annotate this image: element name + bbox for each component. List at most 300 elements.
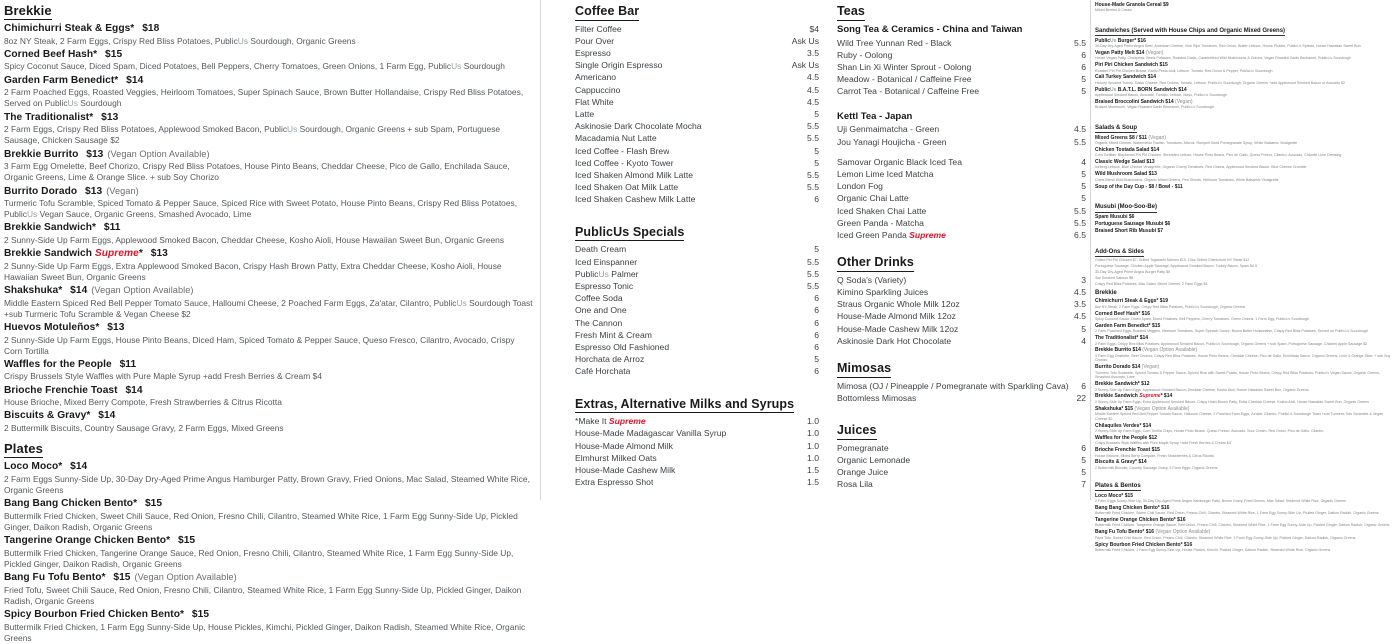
item-description: 2 Farm Eggs Sunny-Side Up, 30-Day Dry-Aged Prime Angus Hamburger Patty, Brown Gravy, Fried Onions, Mac Salad, Steamed White Rice, Organic Greens — [4, 473, 530, 496]
drink-row[interactable] — [575, 440, 819, 452]
drink-price: 1.0 — [807, 452, 819, 463]
menu-item[interactable] — [4, 111, 534, 147]
drink-row[interactable] — [575, 280, 819, 292]
coffee-bar-list — [575, 23, 819, 206]
mini-menu-item[interactable] — [1095, 381, 1396, 392]
section-title-plates: Plates — [4, 441, 43, 458]
drink-row[interactable] — [575, 464, 819, 476]
drink-price: 4.5 — [1074, 124, 1086, 135]
section-title-juices: Juices — [837, 423, 877, 440]
item-name: Brekkie Sandwich Supreme* $13 — [4, 248, 168, 260]
item-name: Burrito Dorado $13 (Vegan) — [4, 185, 139, 197]
mini-menu-item[interactable] — [1095, 505, 1396, 516]
mini-menu-item[interactable] — [1095, 311, 1396, 322]
drink-row[interactable] — [575, 120, 819, 132]
menu-item[interactable] — [4, 247, 534, 283]
mini-item-name: Classic Wedge Salad $13 — [1095, 159, 1155, 165]
mini-item-name: Chicken Tostada Salad $14 — [1095, 146, 1160, 153]
drink-price: 5 — [814, 244, 819, 255]
drink-price: 5.5 — [1074, 217, 1086, 228]
mini-item-name: Brioche Frenchie Toast $15 — [1095, 447, 1160, 454]
drink-name: Flat White — [575, 96, 614, 107]
drink-name: Espresso Old Fashioned — [575, 341, 670, 352]
mini-item-name: Braised Short Rib Musubi $7 — [1095, 227, 1164, 234]
drink-price: 5 — [1081, 181, 1086, 192]
mini-item-description: Organic Mixed Greens, Watermelon Radish, Tomatoes, Micros, Rumpelt Seed Pomegranate Syrup, White Balsamic Vinaigrette — [1095, 140, 1298, 145]
drink-price: 5 — [1081, 169, 1086, 179]
item-description: 2 Buttermilk Biscuits, Country Sausage Gravy, 2 Farm Eggs, Mixed Greens — [4, 422, 284, 433]
drink-price: 5 — [1081, 454, 1086, 465]
mini-menu-item[interactable] — [1095, 435, 1396, 446]
drink-price: 5.5 — [807, 121, 819, 132]
drink-price: 5.5 — [1074, 37, 1086, 48]
drink-row[interactable] — [837, 442, 1086, 454]
drink-name: Askinosie Dark Hot Chocolate — [837, 335, 952, 346]
plates-item-list — [4, 460, 534, 644]
drink-row[interactable] — [575, 427, 819, 439]
drink-name: Iced Shaken Cashew Milk Latte — [575, 194, 696, 205]
drink-name: Iced Coffee - Kyoto Tower — [575, 157, 674, 168]
mini-item-description: 2 Sunny-Side Up Farm Eggs, Extra Applewood Smoked Bacon, Crispy Hash Brown Patty, Extra Cheddar Cheese, Kosho Aioli, House Hawaiian Sweet Bun, Organic Greens — [1095, 399, 1369, 404]
drink-row[interactable] — [575, 243, 819, 255]
mini-item-name: Waffles for the People $12 — [1095, 434, 1158, 441]
drink-row[interactable] — [575, 292, 819, 304]
drink-row[interactable] — [575, 353, 819, 365]
item-description: Turmeric Tofu Scramble, Spiced Tomato & Pepper Sauce, Spiced Rice with Sweet Potato, House Pinto Beans, Crispy Red Bliss Potatoes, PublicUs Vegan Sauce, Organic Greens, Smashed Avocado, Lime — [4, 197, 518, 220]
drink-row[interactable] — [837, 217, 1086, 229]
menu-item[interactable] — [4, 409, 534, 434]
mini-menu-item[interactable] — [1095, 393, 1396, 404]
mini-item-description: Buttermilk Fried Chicken, Tangerine Orange Sauce, Red Onion, Fresno Chili, Cilantro, Steamed White Rice, 1 Farm Egg Sunny-Side Up, Pickled Ginger, Daikon Radish, Organic Greens — [1095, 523, 1390, 528]
mini-item-description: 30-Day Dry-Aged Prime Angus Beef, American Cheese, Vine Ripe Tomatoes, Red Onion, Butter Lettuce, House Pickles, PublicUs Spread, House Hawaiian Sweet Bun — [1095, 44, 1361, 49]
drink-price: 4.5 — [1074, 287, 1086, 298]
mini-item-description: 8oz NY Steak, 2 Farm Eggs, Crispy Red Bliss Potatoes, PublicUs Sourdough, Organic Greens — [1095, 304, 1246, 309]
drink-row[interactable] — [575, 365, 819, 377]
item-name: Chimichurri Steak & Eggs* $18 — [4, 23, 160, 35]
mini-menu-item[interactable] — [1095, 406, 1396, 422]
drink-row[interactable] — [837, 73, 1086, 85]
drink-name: Latte — [575, 109, 595, 120]
mini-menu-item[interactable] — [1095, 323, 1396, 334]
mini-item-name: Tangerine Orange Chicken Bento* $16 — [1095, 517, 1186, 523]
drink-name: Iced Shaken Almond Milk Latte — [575, 170, 693, 181]
mini-sandwiches-list — [1095, 38, 1396, 110]
mini-menu-item[interactable] — [1095, 447, 1396, 458]
menu-item[interactable] — [4, 534, 534, 570]
drink-row[interactable] — [575, 268, 819, 280]
drink-row[interactable] — [837, 478, 1086, 490]
mini-item-description: 3 Farm Egg Omelette, Beef Chorizo, Crispy Red Bliss Potatoes, House Pinto Beans, Cheddar Cheese, Pico de Gallo, Enchilada Sauce, Organic Greens, Lime & Orange Slice. + sub Soy Chorizo — [1095, 353, 1391, 363]
drink-row[interactable] — [837, 466, 1086, 478]
mini-item-name: Mixed Greens $8 / $11 (Vegan) — [1095, 134, 1166, 141]
mini-item-name: Wild Mushroom Salad $13 — [1095, 171, 1157, 178]
menu-item[interactable] — [4, 497, 534, 533]
drink-row[interactable] — [575, 108, 819, 120]
mini-menu-item[interactable] — [1095, 347, 1396, 363]
mini-addon-line: 3oz Smoked Salmon $6 — [1095, 275, 1134, 280]
drink-name: Lemon Lime Iced Matcha — [837, 169, 934, 179]
mini-item-name: Spam Musubi $6 — [1095, 213, 1135, 220]
mini-item-name: Biscuits & Gravy* $14 — [1095, 459, 1147, 466]
drink-row[interactable] — [575, 71, 819, 83]
mini-item-description: Hickory Smoked Turkey, Swiss Cheese, Red Onions, Tomato, Lettuce, PublicUs Sourdough, Organic Greens +add Applewood Smoked Bacon or Avocado $2 — [1095, 80, 1346, 85]
mini-menu-item[interactable] — [1095, 228, 1396, 234]
extras-list — [575, 415, 819, 488]
drink-name: Askinosie Dark Chocolate Mocha — [575, 121, 702, 132]
mini-item-name: Chimichurri Steak & Eggs* $19 — [1095, 298, 1169, 305]
menu-item[interactable] — [4, 48, 534, 73]
drink-name: Wild Tree Yunnan Red - Black — [837, 37, 952, 48]
drink-name: Café Horchata — [575, 366, 631, 377]
item-name: Brioche Frenchie Toast $14 — [4, 384, 143, 396]
menu-item[interactable] — [4, 384, 534, 409]
mini-item-name: Shakshuka* $15 (Vegan Option Available) — [1095, 405, 1190, 412]
drink-row[interactable] — [575, 317, 819, 329]
menu-item[interactable] — [4, 221, 534, 246]
mini-menu-item[interactable] — [1095, 335, 1396, 346]
menu-item[interactable] — [4, 608, 534, 644]
drink-name: Iced Green Panda Supreme — [837, 230, 946, 241]
song-tea-list — [837, 37, 1086, 98]
drink-name: Green Panda - Matcha — [837, 217, 924, 228]
mini-menu-item[interactable] — [1095, 529, 1396, 540]
drink-name: Espresso — [575, 48, 611, 59]
drink-row[interactable] — [837, 286, 1086, 298]
section-title-brekkie: Brekkie — [4, 3, 52, 20]
section-title-other-drinks: Other Drinks — [837, 255, 914, 272]
menu-item[interactable] — [4, 358, 534, 383]
drink-name: Shan Lin Xi Winter Sprout - Oolong — [837, 61, 972, 72]
section-title-extras: Extras, Alternative Milks and Syrups — [575, 397, 794, 414]
drink-name: House-Made Madagascar Vanilla Syrup — [575, 428, 727, 439]
menu-item[interactable] — [4, 148, 534, 184]
mini-menu-item[interactable] — [1095, 184, 1396, 190]
drink-row[interactable] — [575, 256, 819, 268]
drink-price: 4 — [1081, 156, 1086, 167]
drink-row[interactable] — [575, 132, 819, 144]
drink-price: 5 — [814, 145, 819, 156]
drink-price: 5 — [1081, 74, 1086, 85]
drink-row[interactable] — [575, 181, 819, 193]
drink-price: 1.5 — [807, 477, 819, 488]
drink-row[interactable] — [575, 84, 819, 96]
mini-menu-item[interactable] — [1095, 74, 1396, 85]
mini-item-description: House Brioche, Mixed Berry Compote, Fresh Strawberries & Citrus Ricotta — [1095, 453, 1214, 458]
mini-item-name: Brekkie Sandwich* $12 — [1095, 381, 1150, 388]
item-description: Fried Tofu, Sweet Chili Sauce, Red Onion, Fresno Chili, Cilantro, Steamed White Rice, 1 Farm Egg Sunny-Side Up, Pickled Ginger, Daikon Radish, Organic Greens — [4, 584, 522, 606]
drink-price: 5.5 — [1074, 205, 1086, 216]
mini-item-description: Braised Mushroom, Vegan Roasted Garlic Bechamel, PublicUs Sourdough — [1095, 105, 1214, 110]
drink-row[interactable] — [837, 85, 1086, 97]
item-description: Buttermilk Fried Chicken, Sweet Chili Sauce, Red Onion, Fresno Chili, Cilantro, Steamed White Rice, 1 Farm Egg Sunny-Side Up, Pickled Ginger, Daikon Radish, Organic Greens — [4, 510, 518, 533]
drink-row[interactable] — [837, 323, 1086, 335]
drink-price: 7 — [1081, 479, 1086, 490]
drink-price: 5 — [814, 157, 819, 168]
drink-name: The Cannon — [575, 317, 623, 328]
drink-row[interactable] — [575, 476, 819, 488]
mini-top-item: House-Made Granola Cereal $9 Mixed Berries & Cream — [1095, 2, 1169, 13]
mini-menu-item[interactable] — [1095, 542, 1396, 553]
drink-row[interactable] — [837, 192, 1086, 204]
drink-row[interactable] — [837, 380, 1086, 392]
mini-menu-item[interactable] — [1095, 493, 1396, 504]
mini-item-name: Vegan Patty Melt $14 (Vegan) — [1095, 49, 1164, 56]
item-name: Huevos Motuleños* $13 — [4, 322, 125, 334]
drink-name: House-Made Almond Milk 12oz — [837, 311, 956, 322]
drink-name: Bottomless Mimosas — [837, 392, 917, 403]
drink-price: 5 — [1081, 467, 1086, 478]
drink-row[interactable] — [837, 136, 1086, 148]
drink-price: 22 — [1076, 392, 1086, 403]
drink-price: 5.5 — [1074, 136, 1086, 147]
drink-price: $4 — [809, 23, 819, 34]
drink-row[interactable] — [837, 156, 1086, 168]
drink-price: Ask Us — [791, 60, 819, 71]
item-description: Spicy Coconut Sauce, Diced Spam, Diced Potatoes, Bell Peppers, Cherry Tomatoes, Green Onions, 1 Farm Egg, PublicUs Sourdough — [4, 61, 505, 72]
drink-row[interactable] — [575, 59, 819, 71]
mini-menu-item[interactable] — [1095, 147, 1396, 158]
drink-row[interactable] — [575, 23, 819, 35]
drink-price: 3.5 — [1074, 299, 1086, 310]
drink-price: 6 — [814, 194, 819, 205]
drink-row[interactable] — [837, 123, 1086, 135]
mini-menu-item[interactable] — [1095, 38, 1396, 49]
column-coffee — [540, 0, 825, 500]
item-description: 2 Sunny-Side Up Farm Eggs, Extra Applewood Smoked Bacon, Crispy Hash Brown Patty, Extra Cheddar Cheese, Kosho Aioli, House Hawaiian Sweet Bun, Organic Greens — [4, 260, 502, 282]
drink-row[interactable] — [837, 205, 1086, 217]
subhead-song-tea: Song Tea & Ceramics - China and Taiwan — [837, 23, 1023, 35]
mini-item-name: Chilaquiles Verdes* $14 — [1095, 422, 1152, 429]
mini-menu-item[interactable] — [1095, 364, 1396, 380]
mini-item-name: Brekkie Sandwich Supreme* $14 — [1095, 393, 1173, 400]
drink-name: Jou Yanagi Houjicha - Green — [837, 136, 947, 147]
item-name: Waffles for the People $11 — [4, 359, 137, 371]
drink-row[interactable] — [575, 304, 819, 316]
publicus-specials-list — [575, 243, 819, 377]
drink-row[interactable] — [575, 452, 819, 464]
mini-item-name: Cali Turkey Sandwich $14 — [1095, 74, 1157, 81]
drink-name: Macadamia Nut Latte — [575, 133, 657, 144]
mini-item-name: Soup of the Day Cup - $8 / Bowl - $11 — [1095, 183, 1183, 190]
drink-name: Americano — [575, 72, 617, 83]
mini-menu-item[interactable] — [1095, 87, 1396, 98]
menu-item[interactable] — [4, 571, 534, 607]
section-title-mimosas: Mimosas — [837, 361, 891, 378]
drink-name: Cappuccino — [575, 84, 621, 95]
mini-musubi-list — [1095, 214, 1396, 234]
mini-item-name: Spicy Bourbon Fried Chicken Bento* $16 — [1095, 541, 1193, 548]
drink-name: Meadow - Botanical / Caffeine Free — [837, 74, 972, 85]
other-tea-list — [837, 156, 1086, 241]
mini-item-name: PublicUs Burger* $16 — [1095, 37, 1146, 44]
mini-section-sandwiches: Sandwiches (Served with House Chips and Organic Mixed Greens) — [1095, 28, 1285, 36]
drink-name: Samovar Organic Black Iced Tea — [837, 156, 962, 167]
drink-name: Uji Genmaimatcha - Green — [837, 124, 940, 135]
drink-row[interactable] — [837, 180, 1086, 192]
mini-item-description: Iceberg Lettuce, Blue Cheese Vinaigrette, Organic Cherry Tomatoes, Red Onions, Applewood Smoked Bacon, Blue Cheese Crumble — [1095, 165, 1307, 170]
mini-menu-item[interactable] — [1095, 99, 1396, 110]
drink-price: 5 — [1081, 193, 1086, 204]
mini-item-description: Roasted Piri Piri Chicken Breast, Garlic Pesto Aioli, Lettuce, Tomato, Red Onion & Pepper, PublicUs Sourdough — [1095, 68, 1273, 73]
mini-salads-list — [1095, 135, 1396, 190]
section-title-coffee-bar: Coffee Bar — [575, 4, 639, 21]
mini-menu-item[interactable] — [1095, 62, 1396, 73]
drink-row[interactable] — [837, 168, 1086, 180]
drink-row[interactable] — [837, 310, 1086, 322]
column-brekkie — [0, 0, 540, 643]
drink-name: Pomegranate — [837, 442, 889, 453]
drink-row[interactable] — [837, 37, 1086, 49]
item-description: 2 Farm Poached Eggs, Roasted Veggies, Heirloom Tomatoes, Super Spinach Sauce, Brown Butter Hollandaise, Crispy Red Bliss Potatoes, Served on PublicUs Sourdough — [4, 87, 524, 109]
item-name: Shakshuka* $14 (Vegan Option Available) — [4, 285, 194, 297]
drink-name: Q Soda's (Variety) — [837, 274, 907, 285]
mini-menu-item[interactable] — [1095, 517, 1396, 528]
mini-section-salads: Salads & Soup — [1095, 125, 1137, 133]
mini-menu-item[interactable] — [1095, 221, 1396, 227]
item-description: 2 Farm Eggs, Crispy Red Bliss Potatoes, Applewood Smoked Bacon, PublicUs Sourdough, Organic Greens + sub Spam, Portuguese Sausage, Chicken Sausage $2 — [4, 124, 501, 146]
mini-item-name: Brekkie Burrito $14 (Vegan Option Available) — [1095, 347, 1198, 354]
item-description: Crispy Brussels Style Waffles with Pure Maple Syrup +add Fresh Berries & Cream $4 — [4, 371, 322, 382]
drink-name: Orange Juice — [837, 467, 889, 478]
drink-row[interactable] — [837, 298, 1086, 310]
drink-row[interactable] — [575, 47, 819, 59]
mini-item-description: Crispy Brussels Style Waffles with Pure Maple Syrup +add Fresh Berries & Cream $4 — [1095, 441, 1231, 446]
drink-name: House-Made Almond Milk — [575, 440, 673, 451]
menu-item[interactable] — [4, 74, 534, 110]
mini-item-description: Turmeric Tofu Scramble, Spiced Tomato & Pepper Sauce, Spiced Rice with Sweet Potato, House Pinto Beans, Crispy Red Bliss Potatoes, PublicUs Vegan Sauce, Organic Greens, Smashed Avocado, Lime — [1095, 370, 1381, 380]
mini-menu-item[interactable] — [1095, 459, 1396, 470]
mini-item-description: Spicy Coconut Sauce, Diced Spam, Diced Potatoes, Bell Peppers, Cherry Tomatoes, Green Onions, 1 Farm Egg, PublicUs Sourdough — [1095, 317, 1309, 321]
drink-price: 3.5 — [807, 48, 819, 59]
drink-price: 4.5 — [1074, 311, 1086, 322]
menu-item[interactable] — [4, 284, 534, 320]
item-name: Loco Moco* $14 — [4, 461, 88, 473]
item-name: Biscuits & Gravy* $14 — [4, 410, 116, 422]
drink-price: 4 — [1081, 335, 1086, 346]
drink-name: PublicUs Palmer — [575, 268, 639, 279]
mini-item-description: Buttermilk Fried Chicken, Sweet Chili Sauce, Red Onion, Fresno Chili, Cilantro, Steamed White Rice, 1 Farm Egg Sunny-Side Up, Pickled Ginger, Daikon Radish, Organic Greens — [1095, 511, 1379, 516]
drink-price: 6 — [814, 329, 819, 340]
mini-menu-item[interactable] — [1095, 423, 1396, 434]
mini-item-description: Applewood Smoked Bacon, Avocado, Tomato, Lettuce, Mayo, PublicUs Sourdough — [1095, 93, 1227, 98]
drink-row[interactable] — [575, 145, 819, 157]
mini-item-description: 2 Sunny-Side Up Farm Eggs, Applewood Smoked Bacon, Cheddar Cheese, Kosho Aioli, House Hawaiian Sweet Bun, Organic Greens — [1095, 387, 1309, 392]
mini-item-description: 2 Sunny-Side Up Farm Eggs, Corn Tortilla Chips, House Pinto Beans, Queso Fresco, Avocado, Sour Cream, Red Onion, Pico de Gallo, Cilantro — [1095, 429, 1324, 434]
kettl-tea-list — [837, 123, 1086, 147]
column-teas — [825, 0, 1090, 500]
drink-price: 5.5 — [807, 268, 819, 279]
mini-menu-item[interactable] — [1095, 159, 1396, 170]
mini-item-description: House Vegan Patty, Chickpeas, Beets Potatoes, Roasted Garlic, Caramelized Wild Mushrooms & Onions, Vegan Roasted Garlic Bechamel, PublicUs Sourdough — [1095, 56, 1351, 61]
drink-name: House-Made Cashew Milk — [575, 464, 676, 475]
drink-price: 6 — [1081, 61, 1086, 72]
item-description: 3 Farm Egg Omelette, Beef Chorizo, Crispy Red Bliss Potatoes, House Pinto Beans, Cheddar Cheese, Pico de Gallo, Enchilada Sauce, Organic Greens, Lime & Orange Slice. + sub Soy Chorizo — [4, 161, 510, 183]
drink-row[interactable] — [837, 274, 1086, 286]
drink-row[interactable] — [575, 329, 819, 341]
menu-item[interactable] — [4, 22, 534, 47]
drink-price: 4.5 — [807, 84, 819, 95]
drink-name: Single Origin Espresso — [575, 60, 663, 71]
drink-price: 4.5 — [807, 72, 819, 83]
drink-row[interactable] — [575, 169, 819, 181]
drink-name: Elmhurst Milked Oats — [575, 452, 657, 463]
drink-row[interactable] — [575, 35, 819, 47]
drink-price: 5 — [1081, 86, 1086, 97]
drink-row[interactable] — [575, 193, 819, 205]
drink-price: 5.5 — [807, 256, 819, 267]
mini-item-description: 2 Farm Eggs, Crispy Red Bliss Potatoes, Applewood Smoked Bacon, PublicUs Sourdough, Organic Greens + sub Spam, Portuguese Sausage, Chicken Apple Sausage $2 — [1095, 341, 1368, 346]
drink-row[interactable] — [837, 229, 1086, 241]
other-drinks-list — [837, 274, 1086, 347]
drink-row[interactable] — [837, 49, 1086, 61]
item-description: 8oz NY Steak, 2 Farm Eggs, Crispy Red Bliss Potatoes, PublicUs Sourdough, Organic Greens — [4, 35, 356, 46]
item-description: Buttermilk Fried Chicken, 1 Farm Egg Sunny-Side Up, House Pickles, Kimchi, Pickled Ginger, Daikon Radish, Steamed White Rice, Organic Greens — [4, 621, 526, 643]
drink-name: Extra Espresso Shot — [575, 477, 654, 488]
drink-row[interactable] — [837, 392, 1086, 404]
item-name: The Traditionalist* $13 — [4, 111, 119, 123]
mini-item-name: Bang Bang Chicken Bento* $16 — [1095, 504, 1170, 511]
mini-menu-item[interactable] — [1095, 135, 1396, 146]
drink-name: Mimosa (OJ / Pineapple / Pomegranate with Sparkling Cava) — [837, 380, 1069, 391]
drink-row[interactable] — [837, 454, 1086, 466]
menu-item[interactable] — [4, 185, 534, 221]
item-description: 2 Sunny-Side Up Farm Eggs, House Pinto Beans, Diced Ham, Spiced Tomato & Pepper Sauce, Queso Fresco, Cilantro, Avocado, Crispy Corn Tortilla — [4, 334, 515, 356]
item-name: Bang Fu Tofu Bento* $15 (Vegan Option Available) — [4, 572, 237, 584]
drink-row[interactable] — [837, 61, 1086, 73]
mini-item-description: 2 Farm Eggs Sunny-Side Up, 30-Day Dry-Aged Prime Angus Hamburger Patty, Brown Gravy, Fried Onions, Mac Salad, Steamed White Rice, Organic Greens — [1095, 498, 1346, 503]
mini-menu-item[interactable] — [1095, 50, 1396, 61]
drink-row[interactable] — [575, 415, 819, 427]
drink-price: 6.5 — [1074, 230, 1086, 241]
menu-item[interactable] — [4, 460, 534, 496]
mini-addons-list — [1095, 258, 1396, 286]
menu-item[interactable] — [4, 321, 534, 357]
drink-row[interactable] — [575, 157, 819, 169]
item-description: Middle Eastern Spiced Red Bell Pepper Tomato Sauce, Halloumi Cheese, 2 Poached Farm Eggs, Za'atar, Cilantro, PublicUs Sourdough Toast +sub Turmeric Tofu Scramble & Vegan Cheese $2 — [4, 297, 533, 319]
drink-name: Rosa Lila — [837, 479, 873, 490]
drink-price: 1.0 — [807, 428, 819, 439]
drink-price: 1.0 — [807, 416, 819, 427]
item-name: Corned Beef Hash* $15 — [4, 48, 123, 60]
mini-menu-item[interactable] — [1095, 298, 1396, 309]
item-name: Brekkie Burrito $13 (Vegan Option Available) — [4, 148, 210, 160]
mini-menu-item[interactable] — [1095, 171, 1396, 182]
drink-name: Organic Chai Latte — [837, 193, 909, 204]
drink-name: Filter Coffee — [575, 23, 622, 34]
mini-item-name: Portuguese Sausage Musubi $6 — [1095, 220, 1171, 227]
mini-item-name: Loco Moco* $15 — [1095, 492, 1134, 499]
drink-price: 6 — [814, 293, 819, 304]
drink-price: 3 — [1081, 274, 1086, 285]
item-name: Tangerine Orange Chicken Bento* $15 — [4, 535, 196, 547]
drink-price: 4.5 — [807, 96, 819, 107]
drink-name: Organic Lemonade — [837, 454, 911, 465]
drink-row[interactable] — [837, 335, 1086, 347]
drink-name: Iced Shaken Oat Milk Latte — [575, 182, 679, 193]
mini-addon-line: 30-Day Dry-Aged Prime Angus Burger Patty $5 — [1095, 269, 1171, 274]
drink-price: 5.5 — [807, 182, 819, 193]
drink-row[interactable] — [575, 96, 819, 108]
brekkie-item-list — [4, 22, 534, 434]
drink-price: 5.5 — [807, 280, 819, 291]
drink-name: Iced Coffee - Flash Brew — [575, 145, 670, 156]
drink-row[interactable] — [575, 341, 819, 353]
subhead-kettl-tea: Kettl Tea - Japan — [837, 110, 913, 122]
drink-name: *Make It Supreme — [575, 416, 646, 427]
mini-menu-item[interactable] — [1095, 214, 1396, 220]
drink-name: Carrot Tea - Botanical / Caffeine Free — [837, 86, 980, 97]
mini-section-musubi: Musubi (Moo-Soo-Be) — [1095, 204, 1157, 212]
